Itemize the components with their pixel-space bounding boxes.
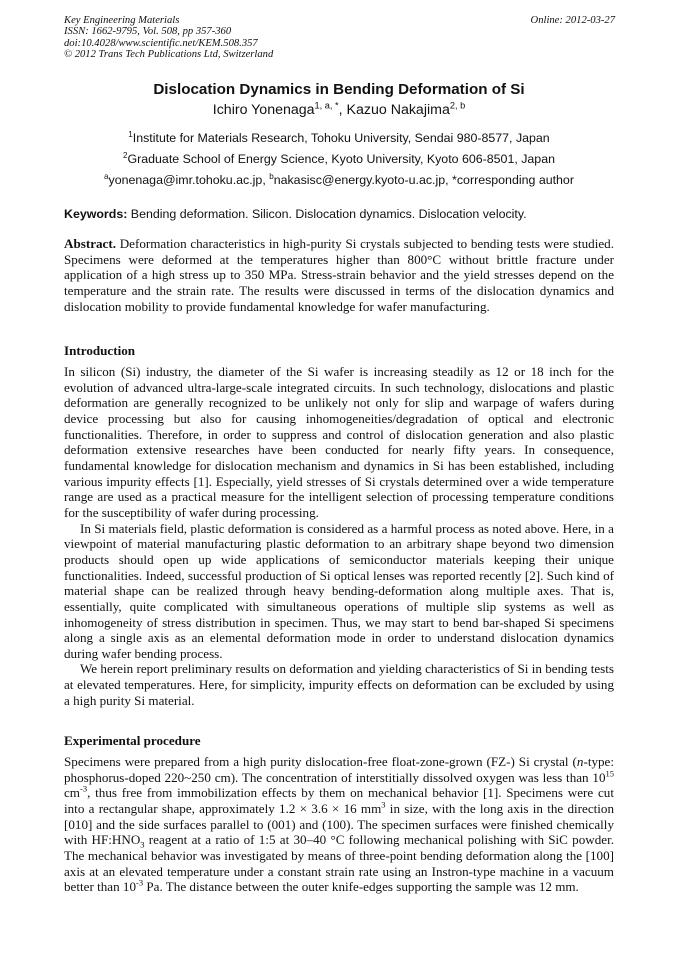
text-run: 3 bbox=[381, 799, 386, 810]
keywords-label: Keywords: bbox=[64, 207, 128, 221]
aff-text: Graduate School of Energy Science, Kyoto University, Kyoto 606-8501, Japan bbox=[127, 152, 555, 166]
text-run: 15 bbox=[605, 768, 614, 779]
abstract bbox=[64, 236, 614, 314]
email-b: nakasisc@energy.kyoto-u.ac.jp, *corresponding author bbox=[273, 173, 574, 187]
paper-title: Dislocation Dynamics in Bending Deformation of Si bbox=[153, 81, 525, 98]
paragraph bbox=[64, 661, 614, 708]
section-heading-experimental: Experimental procedure bbox=[64, 733, 201, 748]
authors: Ichiro Yonenaga$^{1, a, *}$, Kazuo Nakajima$^{2, b}$ bbox=[212, 100, 466, 118]
email-sup: a bbox=[104, 171, 109, 181]
text-run: Pa. The distance between the outer knife-edges supporting the sample was 12 mm. bbox=[143, 879, 579, 895]
aff-text: Institute for Materials Research, Tohoku University, Sendai 980-8577, Japan bbox=[132, 131, 550, 145]
online-date: Online: 2012-03-27 bbox=[530, 15, 615, 26]
paragraph bbox=[64, 364, 614, 521]
affiliation-2 bbox=[0, 152, 678, 166]
keywords bbox=[64, 207, 527, 221]
issn: ISSN: 1662-9795, Vol. 508, pp 357-360 bbox=[64, 26, 232, 38]
affiliation-1 bbox=[0, 131, 678, 145]
text-run: 3 bbox=[140, 839, 145, 850]
text-run: In Si materials field, plastic deformation is considered as a harmful process as noted above. Here, in a viewpoint of material manufacturing plastic deformation to an arbitrary shape beyond two dimension products should open up wide applications of semiconductor materials keeping their unique functionalities. Indeed, successful production of Si optical lenses was reported recently [2]. Such kind of material shape can be realized through heavy bending-deformation along multiple axes. That is, essentially, quite complicated with simultaneous operations of multiple slip systems as well as inhomogeneity of stress distribution in specimen. Thus, we may start to bend bar-shaped Si specimens along a single axis as an elemental deformation mode in order to understand dislocation dynamics during wafer bending process. bbox=[64, 520, 614, 661]
emails bbox=[0, 173, 678, 187]
aff-sup: 1 bbox=[128, 129, 133, 139]
text-run: Specimens were prepared from a high purity dislocation-free float-zone-grown (FZ-) Si crystal ( bbox=[64, 754, 577, 769]
paragraph bbox=[64, 521, 614, 662]
author-sup: 2, b bbox=[449, 100, 466, 111]
text-run: n bbox=[576, 754, 584, 769]
text-run: -3 bbox=[136, 877, 144, 888]
copyright: © 2012 Trans Tech Publications Ltd, Switzerland bbox=[64, 49, 274, 61]
abstract-text: Deformation characteristics in high-purity Si crystals subjected to bending tests were studied. Specimens were deformed at the temperatures higher than 800°C without brittle fracture under application of a high stress up to 350 MPa. Stress-strain behavior and the yield stresses depend on the temperature and the strain rate. The results were discussed in terms of the dislocation dynamics and dislocation mobility to provide fundamental knowledge for wafer manufacturing. bbox=[64, 236, 614, 314]
introduction-body bbox=[64, 364, 614, 708]
text-run: cm bbox=[64, 785, 80, 801]
text-run: We herein report preliminary results on deformation and yielding characteristics of Si in bending tests at elevated temperatures. Here, for simplicity, impurity effects on deformation can be excluded by using a high purity Si material. bbox=[64, 661, 614, 708]
text-run: -3 bbox=[80, 783, 88, 794]
text-run: In silicon (Si) industry, the diameter of the Si wafer is increasing steadily as 12 or 18 inch for the evolution of advanced ultra-large-scale integrated circuits. In such technology, dislocations and plastic deformation are generally recognized to be unlikely not only for slip and warpage of wafers during device processing but also for causing inhomogeneities/degradation of optical and electronic functionalities. Therefore, in order to suppress and control of dislocation generation and also plastic deformation extensive researches have been conducted for nearly fifty years. In consequence, fundamental knowledge for dislocation mechanism and dynamics in Si has been established, including various impurity effects [1]. Especially, yield stresses of Si crystals determined over a wide temperature range are used as a practical measure for the intelligent selection of processing temperature conditions for the susceptibility of wafer during processing. bbox=[64, 364, 614, 520]
text-run: in size, with the long axis in the direction [010] and the side surfaces parallel to (001) and (100). The specimen surfaces were finished chemically with HF:HNO bbox=[64, 800, 615, 848]
doi: doi:10.4028/www.scientific.net/KEM.508.357 bbox=[64, 37, 258, 49]
text-run: reagent at a ratio of 1:5 at 30–40 °C following mechanical polishing with SiC powder. The mechanical behavior was investigated by means of three-point bending deformation along the [100] axis at an elevated temperature under a constant strain rate using an Instron-type machine in a vacuum better than 10 bbox=[64, 832, 614, 895]
abstract-label: Abstract. bbox=[64, 236, 116, 251]
author-sup: 1, a, * bbox=[314, 100, 339, 111]
paragraph bbox=[64, 754, 614, 895]
author-name: Kazuo Nakajima bbox=[346, 102, 450, 118]
experimental-body bbox=[64, 754, 614, 895]
journal-header bbox=[64, 15, 615, 61]
text-run: -type: phosphorus-doped 220~250 cm). The concentration of interstitially dissolved oxygen was less than 10 bbox=[64, 754, 614, 785]
email-sup: b bbox=[269, 171, 274, 181]
author-name: Ichiro Yonenaga bbox=[212, 102, 315, 118]
aff-sup: 2 bbox=[123, 150, 128, 160]
keywords-text: Bending deformation. Silicon. Dislocation dynamics. Dislocation velocity. bbox=[127, 207, 527, 221]
email-a: yonenaga@imr.tohoku.ac.jp, bbox=[108, 173, 270, 187]
text-run: , thus free from immobilization effects by them on mechanical behavior [1]. Specimens were cut into a rectangular shape, approximately 1.2 × 3.6 × 16 mm bbox=[64, 785, 614, 816]
section-heading-introduction: Introduction bbox=[64, 343, 136, 358]
journal-name: Key Engineering Materials bbox=[64, 15, 180, 26]
